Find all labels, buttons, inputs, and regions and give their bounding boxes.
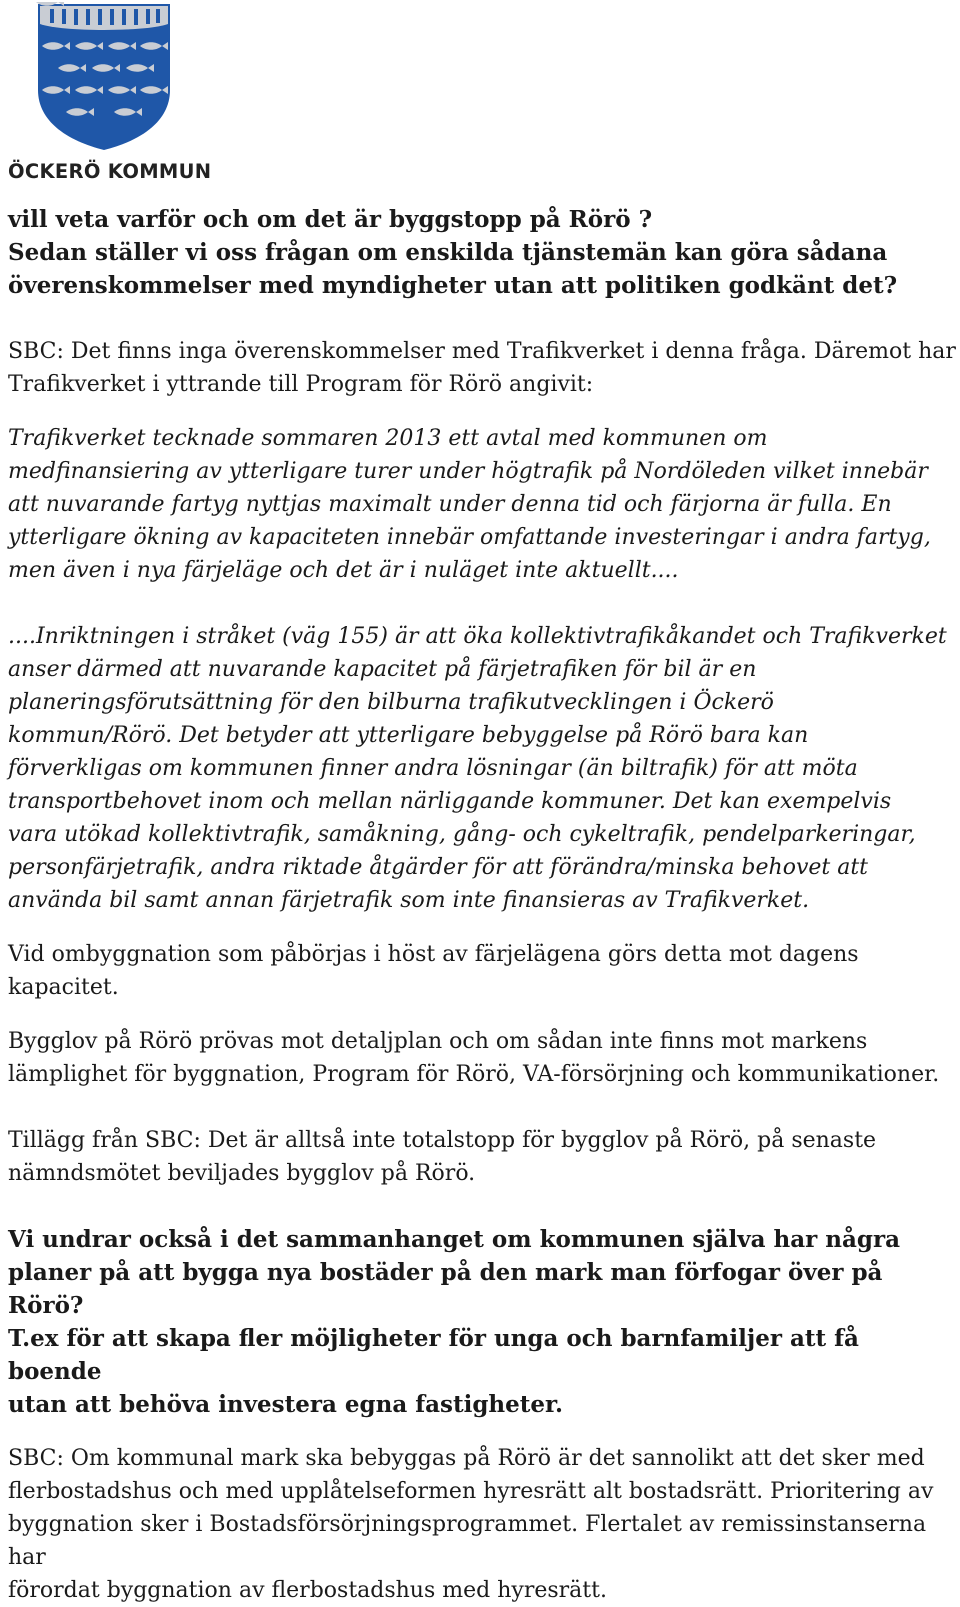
answer-1-line: SBC: Det finns inga överenskommelser med Trafikverket i denna fråga. Däremot har [8, 339, 956, 364]
quote-1-line: att nuvarande fartyg nyttjas maximalt under denna tid och färjorna är fulla. En [8, 492, 892, 517]
coat-of-arms-icon [36, 2, 172, 152]
answer-2 [8, 1442, 958, 1607]
paragraph-line: kapacitet. [8, 975, 119, 1000]
quote-2 [8, 620, 958, 917]
paragraph-addition [8, 1124, 958, 1190]
paragraph-rebuild [8, 938, 958, 1004]
question-2-line: planer på att bygga nya bostäder på den mark man förfogar över på [8, 1259, 883, 1286]
answer-2-line: SBC: Om kommunal mark ska bebyggas på Rörö är det sannolikt att det sker med [8, 1446, 925, 1471]
quote-1 [8, 422, 958, 587]
answer-2-line: flerbostadshus och med upplåtelseformen hyresrätt alt bostadsrätt. Prioritering av [8, 1479, 934, 1504]
paragraph-line: nämndsmötet beviljades bygglov på Rörö. [8, 1161, 476, 1186]
question-2-line: T.ex för att skapa fler möjligheter för unga och barnfamiljer att få boende [8, 1325, 859, 1385]
quote-2-line: ....Inriktningen i stråket (väg 155) är att öka kollektivtrafikåkandet och Trafikverket [8, 624, 947, 649]
paragraph-line: lämplighet för byggnation, Program för Rörö, VA-försörjning och kommunikationer. [8, 1062, 940, 1087]
document-body [8, 203, 958, 1607]
quote-1-line: medfinansiering av ytterligare turer under högtrafik på Nordöleden vilket innebär [8, 459, 928, 484]
quote-1-line: ytterligare ökning av kapaciteten innebär omfattande investeringar i andra fartyg, [8, 525, 931, 550]
quote-2-line: vara utökad kollektivtrafik, samåkning, gång- och cykeltrafik, pendelparkeringar, [8, 822, 916, 847]
quote-2-line: anser därmed att nuvarande kapacitet på färjetrafiken för bil är en [8, 657, 757, 682]
answer-1-line: Trafikverket i yttrande till Program för Rörö angivit: [8, 372, 594, 397]
answer-1 [8, 335, 958, 401]
question-2 [8, 1223, 958, 1421]
question-1-line: vill veta varför och om det är byggstopp på Rörö ? [8, 206, 653, 233]
quote-1-line: Trafikverket tecknade sommaren 2013 ett avtal med kommunen om [8, 426, 768, 451]
question-2-line: Vi undrar också i det sammanhanget om kommunen själva har några [8, 1226, 901, 1253]
answer-2-line: förordat byggnation av flerbostadshus med hyresrätt. [8, 1578, 607, 1603]
question-2-line: utan att behöva investera egna fastigheter. [8, 1391, 564, 1418]
org-name: ÖCKERÖ KOMMUN [8, 160, 212, 183]
municipality-logo [8, 0, 212, 184]
answer-2-line: byggnation sker i Bostadsförsörjningsprogrammet. Flertalet av remissinstanserna har [8, 1512, 927, 1570]
question-1 [8, 203, 958, 302]
quote-1-line: men även i nya färjeläge och det är i nuläget inte aktuellt.... [8, 558, 679, 583]
paragraph-line: Bygglov på Rörö prövas mot detaljplan och om sådan inte finns mot markens [8, 1029, 868, 1054]
quote-2-line: förverkligas om kommunen finner andra lösningar (än biltrafik) för att möta [8, 756, 858, 781]
paragraph-permit [8, 1025, 958, 1091]
quote-2-line: kommun/Rörö. Det betyder att ytterligare bebyggelse på Rörö bara kan [8, 723, 809, 748]
question-2-line: Rörö? [8, 1292, 84, 1319]
quote-2-line: transportbehovet inom och mellan närliggande kommuner. Det kan exempelvis [8, 789, 892, 814]
quote-2-line: planeringsförutsättning för den bilburna trafikutvecklingen i Öckerö [8, 690, 774, 715]
question-1-line: Sedan ställer vi oss frågan om enskilda tjänstemän kan göra sådana [8, 239, 888, 266]
question-1-line: överenskommelser med myndigheter utan att politiken godkänt det? [8, 272, 898, 299]
quote-2-line: använda bil samt annan färjetrafik som inte finansieras av Trafikverket. [8, 888, 810, 913]
paragraph-line: Tillägg från SBC: Det är alltså inte totalstopp för bygglov på Rörö, på senaste [8, 1128, 877, 1153]
quote-2-line: personfärjetrafik, andra riktade åtgärder för att förändra/minska behovet att [8, 855, 869, 880]
paragraph-line: Vid ombyggnation som påbörjas i höst av färjelägena görs detta mot dagens [8, 942, 859, 967]
